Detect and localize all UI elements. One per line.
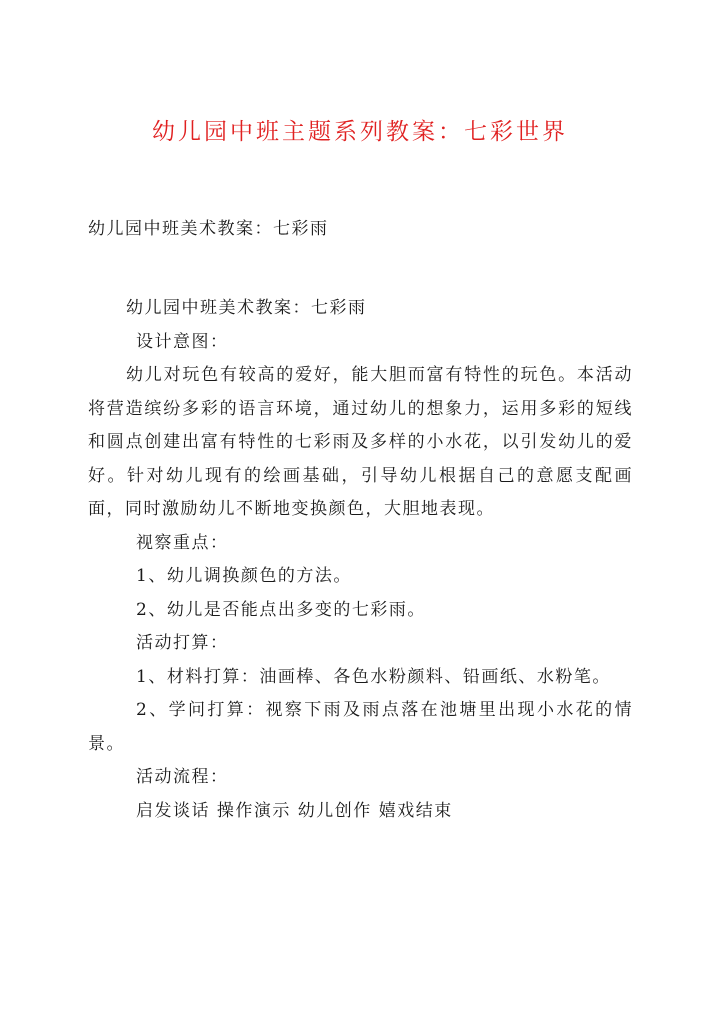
paragraph-preparation-item-1: 1、材料打算：油画棒、各色水粉颜料、铅画纸、水粉笔。: [136, 666, 611, 687]
paragraph-activity-process-steps: 启发谈话 操作演示 幼儿创作 嬉戏结束: [136, 800, 453, 821]
document-body: [88, 292, 633, 828]
paragraph-observation-item-1: 1、幼儿调换颜色的方法。: [136, 566, 352, 586]
paragraph-heading-activity-process: 活动流程：: [136, 767, 229, 787]
paragraph-heading-activity-preparation: 活动打算：: [136, 633, 229, 653]
document-title: 幼儿园中班主题系列教案：七彩世界: [152, 119, 568, 145]
paragraph-preparation-item-2: 2、学问打算：视察下雨及雨点落在池塘里出现小水花的情景。: [88, 700, 633, 754]
paragraph-heading-observation-focus: 视察重点：: [136, 532, 229, 553]
paragraph-observation-item-2: 2、幼儿是否能点出多变的七彩雨。: [136, 599, 426, 620]
paragraph-heading-design-intent: 设计意图：: [136, 331, 229, 352]
paragraph-lesson-name: 幼儿园中班美术教案：七彩雨: [126, 298, 367, 318]
document-subtitle: 幼儿园中班美术教案：七彩雨: [88, 219, 329, 239]
paragraph-design-intent-body: 幼儿对玩色有较高的爱好，能大胆而富有特性的玩色。本活动将营造缤纷多彩的语言环境，通过幼儿的想象力，运用多彩的短线和圆点创建出富有特性的七彩雨及多样的小水花，以引发幼儿的爱好。针对幼儿现有的绘画基础，引导幼儿根据自己的意愿支配画面，同时激励幼儿不断地变换颜色，大胆地表现。: [88, 365, 633, 519]
